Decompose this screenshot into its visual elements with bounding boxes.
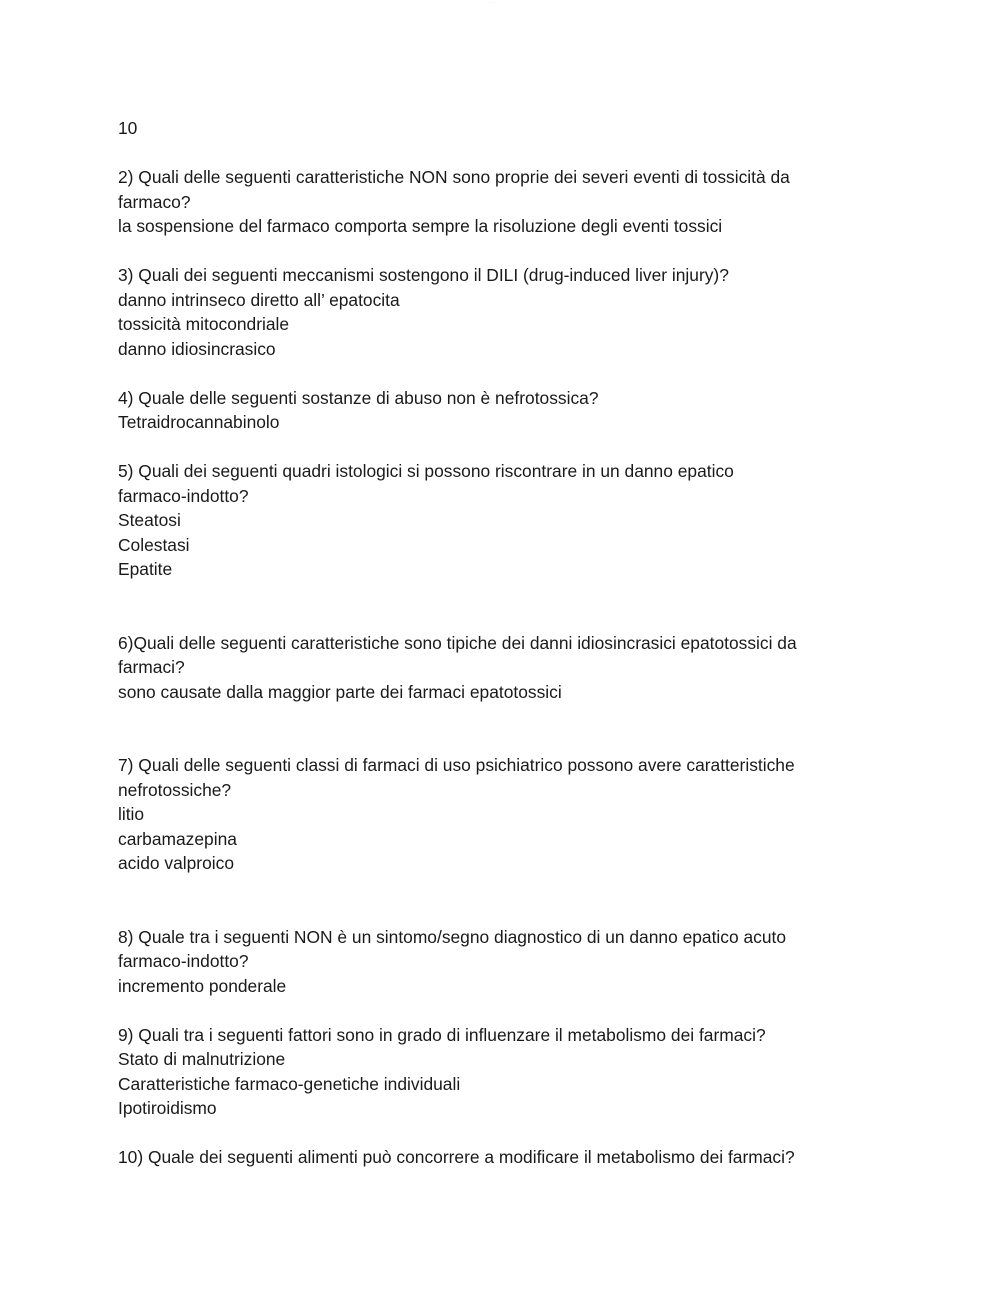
- document-body: [118, 116, 838, 1194]
- question-7-answer-3: acido valproico: [118, 853, 235, 873]
- question-7: [118, 753, 838, 876]
- question-5-line-2: farmaco-indotto?: [118, 485, 249, 506]
- question-5-answer-1: Steatosi: [118, 510, 181, 530]
- page-number: 10: [118, 118, 138, 138]
- question-7-answer-1: litio: [118, 804, 145, 824]
- question-7-line-2: nefrotossiche?: [118, 779, 232, 800]
- question-8-answer-1: incremento ponderale: [118, 975, 287, 996]
- question-3: [118, 263, 838, 361]
- question-6-line-1: 6)Quali delle seguenti caratteristiche sono tipiche dei danni idiosincrasici epatotossici da: [118, 632, 797, 653]
- question-4-answer-1: Tetraidrocannabinolo: [118, 412, 280, 432]
- question-7-line-1: 7) Quali delle seguenti classi di farmaci di uso psichiatrico possono avere caratteristiche: [118, 755, 795, 775]
- question-5: [118, 459, 838, 582]
- question-8-line-2: farmaco-indotto?: [118, 951, 249, 971]
- question-9-answer-1: Stato di malnutrizione: [118, 1049, 286, 1069]
- question-5-answer-3: Epatite: [118, 559, 173, 579]
- question-7-answer-2: carbamazepina: [118, 828, 237, 849]
- question-5-line-1: 5) Quali dei seguenti quadri istologici si possono riscontrare in un danno epatico: [118, 461, 734, 481]
- question-8-line-1: 8) Quale tra i seguenti NON è un sintomo/segno diagnostico di un danno epatico acuto: [118, 926, 787, 947]
- question-8: [118, 925, 838, 999]
- question-2: [118, 165, 838, 239]
- question-4: [118, 386, 838, 435]
- question-2-answer-1: la sospensione del farmaco comporta sempre la risoluzione degli eventi tossici: [118, 216, 723, 236]
- question-4-line-1: 4) Quale delle seguenti sostanze di abuso non è nefrotossica?: [118, 387, 599, 408]
- question-6-answer-1: sono causate dalla maggior parte dei farmaci epatotossici: [118, 681, 562, 702]
- question-9-line-1: 9) Quali tra i seguenti fattori sono in grado di influenzare il metabolismo dei farmaci?: [118, 1024, 766, 1045]
- question-9-answer-2: Caratteristiche farmaco-genetiche individuali: [118, 1073, 461, 1094]
- question-3-line-1: 3) Quali dei seguenti meccanismi sostengono il DILI (drug-induced liver injury)?: [118, 265, 729, 285]
- page-header-mark: ··· ···: [488, 0, 495, 4]
- question-6: [118, 631, 838, 705]
- question-3-answer-3: danno idiosincrasico: [118, 338, 276, 359]
- question-6-line-2: farmaci?: [118, 657, 185, 677]
- question-5-answer-2: Colestasi: [118, 534, 190, 555]
- question-9: [118, 1023, 838, 1121]
- question-9-answer-3: Ipotiroidismo: [118, 1098, 217, 1118]
- question-10-line-1: 10) Quale dei seguenti alimenti può concorrere a modificare il metabolismo dei farmaci?: [118, 1147, 795, 1167]
- question-3-answer-2: tossicità mitocondriale: [118, 314, 290, 334]
- question-2-line-2: farmaco?: [118, 191, 191, 212]
- question-3-answer-1: danno intrinseco diretto all’ epatocita: [118, 289, 400, 310]
- question-10: [118, 1145, 838, 1170]
- question-2-line-1: 2) Quali delle seguenti caratteristiche NON sono proprie dei severi eventi di tossicità da: [118, 167, 790, 187]
